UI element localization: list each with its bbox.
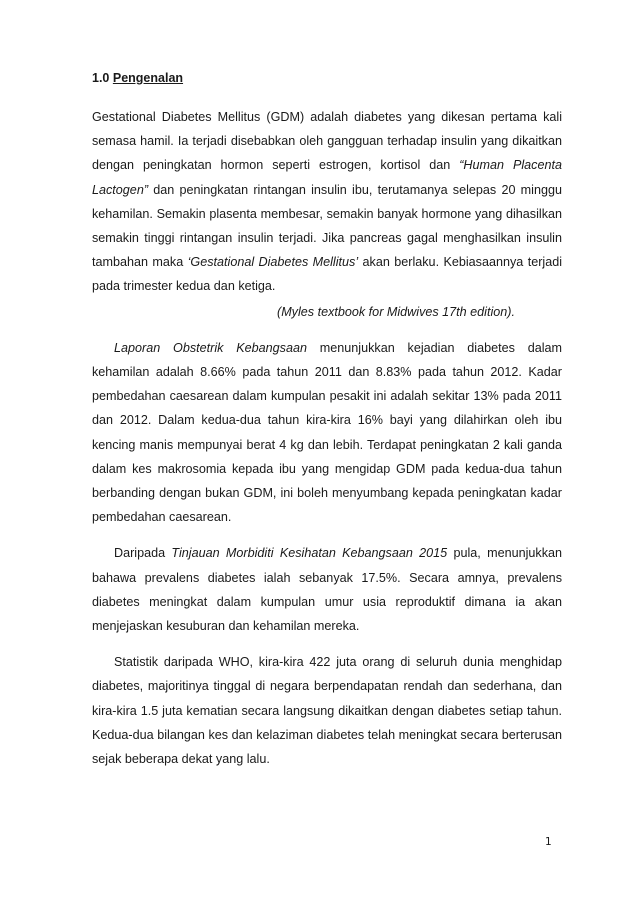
section-heading [92, 68, 562, 88]
paragraph-who-statistics [92, 650, 562, 771]
text-run: dan peningkatan rintangan insulin ibu, terutamanya selepas 20 minggu kehamilan. Semakin plasenta membesar, semakin banyak hormone yang dihasilkan semakin tinggi rintangan insulin terjadi. Jika pancreas gagal menghasilkan insulin tambahan maka [92, 182, 562, 270]
text-run: Statistik daripada WHO, kira-kira 422 juta orang di seluruh dunia menghidap diabetes, majoritinya tinggal di negara berpendapatan rendah dan sederhana, dan kira-kira 1.5 juta kematian secara langsung dikaitkan dengan diabetes setiap tahun. Kedua-dua bilangan kes dan kelaziman diabetes telah meningkat secara berterusan sejak beberapa dekat yang lalu. [92, 655, 562, 767]
paragraph-morbidity-survey [92, 541, 562, 638]
text-run: Gestational Diabetes Mellitus (GDM) adalah diabetes yang dikesan pertama kali semasa hamil. Ia terjadi disebabkan oleh gangguan terhadap insulin yang dikaitkan dengan peningkatan hormon seperti estrogen, kortisol dan [92, 110, 562, 173]
citation: (Myles textbook for Midwives 17th edition). [277, 304, 515, 319]
paragraph-national-obstetric-report [92, 336, 562, 530]
document-page [92, 68, 562, 771]
page-number: 1 [545, 836, 552, 848]
paragraph-gdm-definition [92, 105, 562, 299]
italic-title-laporan-obstetrik: Laporan Obstetrik Kebangsaan [114, 340, 307, 355]
section-number: 1.0 [92, 71, 110, 85]
italic-term-human-placenta-lactogen: “Human Placenta Lactogen” [92, 158, 562, 197]
italic-title-tinjauan-morbiditi: Tinjauan Morbiditi Kesihatan Kebangsaan 2015 [171, 546, 448, 561]
text-run: pula, menunjukkan bahawa prevalens diabetes ialah sebanyak 17.5%. Secara amnya, prevalens diabetes meningkat dalam kumpulan umur usia reproduktif dimana ia akan menjejaskan kesuburan dan kehamilan mereka. [92, 546, 563, 634]
italic-term-gdm: ‘Gestational Diabetes Mellitus’ [187, 255, 359, 270]
text-run: menunjukkan kejadian diabetes dalam kehamilan adalah 8.66% pada tahun 2011 dan 8.83% pada tahun 2012. Kadar pembedahan caesarean dalam kumpulan pesakit ini adalah sekitar 13% pada 2011 dan 2012. Dalam kedua-dua tahun kira-kira 16% bayi yang dilahirkan oleh ibu kencing manis mempunyai berat 4 kg dan lebih. Terdapat peningkatan 2 kali ganda dalam kes makrosomia kepada ibu yang mengidap GDM pada kedua-dua tahun berbanding dengan bukan GDM, ini boleh menyumbang kepada peningkatan kadar pembedahan caesarean. [92, 340, 562, 525]
section-title: Pengenalan [112, 71, 184, 85]
text-run: Daripada [114, 546, 172, 561]
text-run: akan berlaku. Kebiasaannya terjadi pada trimester kedua dan ketiga. [92, 255, 562, 294]
